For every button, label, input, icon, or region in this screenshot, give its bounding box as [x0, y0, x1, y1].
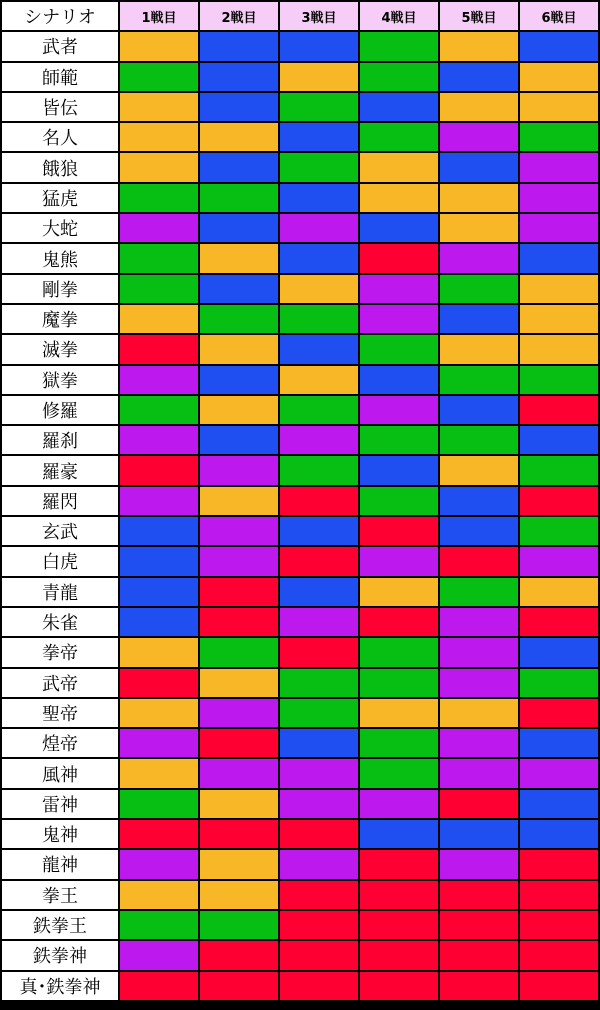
round-1-color-cell — [120, 820, 198, 848]
round-2-color-cell — [200, 699, 278, 727]
round-6-color-cell — [520, 214, 598, 242]
scenario-name: 真･鉄拳神 — [2, 972, 118, 1000]
round-4-color-cell — [360, 214, 438, 242]
round-1-color-cell — [120, 184, 198, 212]
round-4-color-cell — [360, 123, 438, 151]
header-round-2: 2戦目 — [200, 2, 278, 30]
round-2-color-cell — [200, 305, 278, 333]
round-2-color-cell — [200, 972, 278, 1000]
round-2-color-cell — [200, 790, 278, 818]
round-2-color-cell — [200, 759, 278, 787]
round-1-color-cell — [120, 638, 198, 666]
round-5-color-cell — [440, 244, 518, 272]
round-2-color-cell — [200, 93, 278, 121]
round-4-color-cell — [360, 153, 438, 181]
round-5-color-cell — [440, 275, 518, 303]
round-3-color-cell — [280, 487, 358, 515]
round-1-color-cell — [120, 669, 198, 697]
round-6-color-cell — [520, 305, 598, 333]
round-3-color-cell — [280, 790, 358, 818]
round-2-color-cell — [200, 184, 278, 212]
round-6-color-cell — [520, 669, 598, 697]
round-2-color-cell — [200, 123, 278, 151]
round-5-color-cell — [440, 669, 518, 697]
round-1-color-cell — [120, 153, 198, 181]
round-3-color-cell — [280, 123, 358, 151]
round-3-color-cell — [280, 93, 358, 121]
round-2-color-cell — [200, 426, 278, 454]
round-6-color-cell — [520, 184, 598, 212]
round-6-color-cell — [520, 850, 598, 878]
round-1-color-cell — [120, 123, 198, 151]
round-1-color-cell — [120, 699, 198, 727]
round-6-color-cell — [520, 578, 598, 606]
scenario-name: 鬼神 — [2, 820, 118, 848]
round-4-color-cell — [360, 820, 438, 848]
round-4-color-cell — [360, 456, 438, 484]
round-2-color-cell — [200, 335, 278, 363]
round-5-color-cell — [440, 608, 518, 636]
round-6-color-cell — [520, 153, 598, 181]
scenario-name: 大蛇 — [2, 214, 118, 242]
round-4-color-cell — [360, 699, 438, 727]
round-6-color-cell — [520, 426, 598, 454]
scenario-name: 滅拳 — [2, 335, 118, 363]
round-4-color-cell — [360, 517, 438, 545]
round-3-color-cell — [280, 244, 358, 272]
round-3-color-cell — [280, 638, 358, 666]
round-6-color-cell — [520, 790, 598, 818]
round-2-color-cell — [200, 487, 278, 515]
round-4-color-cell — [360, 881, 438, 909]
round-2-color-cell — [200, 547, 278, 575]
scenario-name: 聖帝 — [2, 699, 118, 727]
round-4-color-cell — [360, 184, 438, 212]
round-4-color-cell — [360, 850, 438, 878]
header-round-5: 5戦目 — [440, 2, 518, 30]
round-1-color-cell — [120, 214, 198, 242]
round-5-color-cell — [440, 335, 518, 363]
round-4-color-cell — [360, 487, 438, 515]
round-5-color-cell — [440, 456, 518, 484]
round-4-color-cell — [360, 638, 438, 666]
round-1-color-cell — [120, 305, 198, 333]
round-6-color-cell — [520, 123, 598, 151]
round-5-color-cell — [440, 578, 518, 606]
round-2-color-cell — [200, 941, 278, 969]
header-round-1: 1戦目 — [120, 2, 198, 30]
round-5-color-cell — [440, 941, 518, 969]
round-2-color-cell — [200, 32, 278, 60]
round-5-color-cell — [440, 123, 518, 151]
round-1-color-cell — [120, 729, 198, 757]
round-6-color-cell — [520, 638, 598, 666]
round-3-color-cell — [280, 366, 358, 394]
scenario-name: 魔拳 — [2, 305, 118, 333]
round-2-color-cell — [200, 911, 278, 939]
round-5-color-cell — [440, 699, 518, 727]
round-5-color-cell — [440, 93, 518, 121]
scenario-name: 煌帝 — [2, 729, 118, 757]
round-4-color-cell — [360, 729, 438, 757]
scenario-name: 羅豪 — [2, 456, 118, 484]
round-5-color-cell — [440, 487, 518, 515]
round-3-color-cell — [280, 578, 358, 606]
round-4-color-cell — [360, 608, 438, 636]
round-3-color-cell — [280, 972, 358, 1000]
header-scenario: シナリオ — [2, 2, 118, 30]
round-1-color-cell — [120, 972, 198, 1000]
scenario-name: 白虎 — [2, 547, 118, 575]
round-1-color-cell — [120, 941, 198, 969]
round-6-color-cell — [520, 63, 598, 91]
round-2-color-cell — [200, 244, 278, 272]
round-1-color-cell — [120, 850, 198, 878]
round-1-color-cell — [120, 547, 198, 575]
round-3-color-cell — [280, 850, 358, 878]
round-4-color-cell — [360, 244, 438, 272]
round-6-color-cell — [520, 93, 598, 121]
round-4-color-cell — [360, 759, 438, 787]
round-3-color-cell — [280, 214, 358, 242]
round-1-color-cell — [120, 578, 198, 606]
round-3-color-cell — [280, 517, 358, 545]
scenario-name: 師範 — [2, 63, 118, 91]
round-6-color-cell — [520, 820, 598, 848]
round-2-color-cell — [200, 850, 278, 878]
round-1-color-cell — [120, 275, 198, 303]
round-2-color-cell — [200, 517, 278, 545]
round-5-color-cell — [440, 153, 518, 181]
round-2-color-cell — [200, 669, 278, 697]
round-3-color-cell — [280, 820, 358, 848]
round-5-color-cell — [440, 759, 518, 787]
round-2-color-cell — [200, 820, 278, 848]
round-5-color-cell — [440, 32, 518, 60]
round-5-color-cell — [440, 184, 518, 212]
round-1-color-cell — [120, 487, 198, 515]
round-6-color-cell — [520, 32, 598, 60]
round-5-color-cell — [440, 729, 518, 757]
round-1-color-cell — [120, 63, 198, 91]
round-4-color-cell — [360, 63, 438, 91]
round-6-color-cell — [520, 244, 598, 272]
round-1-color-cell — [120, 517, 198, 545]
round-2-color-cell — [200, 396, 278, 424]
round-2-color-cell — [200, 153, 278, 181]
round-6-color-cell — [520, 275, 598, 303]
round-6-color-cell — [520, 941, 598, 969]
round-1-color-cell — [120, 881, 198, 909]
round-5-color-cell — [440, 547, 518, 575]
scenario-name: 朱雀 — [2, 608, 118, 636]
round-1-color-cell — [120, 244, 198, 272]
round-4-color-cell — [360, 790, 438, 818]
round-3-color-cell — [280, 669, 358, 697]
round-5-color-cell — [440, 638, 518, 666]
round-5-color-cell — [440, 911, 518, 939]
round-1-color-cell — [120, 790, 198, 818]
round-3-color-cell — [280, 911, 358, 939]
header-round-4: 4戦目 — [360, 2, 438, 30]
round-5-color-cell — [440, 850, 518, 878]
round-3-color-cell — [280, 63, 358, 91]
round-5-color-cell — [440, 63, 518, 91]
round-5-color-cell — [440, 881, 518, 909]
round-6-color-cell — [520, 759, 598, 787]
round-4-color-cell — [360, 305, 438, 333]
scenario-name: 龍神 — [2, 850, 118, 878]
round-3-color-cell — [280, 275, 358, 303]
round-4-color-cell — [360, 396, 438, 424]
round-2-color-cell — [200, 881, 278, 909]
round-3-color-cell — [280, 32, 358, 60]
round-3-color-cell — [280, 699, 358, 727]
round-3-color-cell — [280, 426, 358, 454]
round-1-color-cell — [120, 396, 198, 424]
scenario-name: 鉄拳神 — [2, 941, 118, 969]
round-4-color-cell — [360, 93, 438, 121]
round-2-color-cell — [200, 729, 278, 757]
scenario-name: 鉄拳王 — [2, 911, 118, 939]
header-round-3: 3戦目 — [280, 2, 358, 30]
round-5-color-cell — [440, 426, 518, 454]
scenario-name: 羅閃 — [2, 487, 118, 515]
round-2-color-cell — [200, 578, 278, 606]
round-4-color-cell — [360, 941, 438, 969]
round-2-color-cell — [200, 608, 278, 636]
round-4-color-cell — [360, 275, 438, 303]
round-4-color-cell — [360, 32, 438, 60]
round-5-color-cell — [440, 790, 518, 818]
scenario-name: 名人 — [2, 123, 118, 151]
round-2-color-cell — [200, 63, 278, 91]
round-6-color-cell — [520, 608, 598, 636]
round-4-color-cell — [360, 366, 438, 394]
scenario-name: 雷神 — [2, 790, 118, 818]
round-1-color-cell — [120, 608, 198, 636]
scenario-round-table — [2, 2, 598, 1000]
round-1-color-cell — [120, 911, 198, 939]
scenario-name: 青龍 — [2, 578, 118, 606]
round-5-color-cell — [440, 305, 518, 333]
round-6-color-cell — [520, 366, 598, 394]
scenario-name: 羅刹 — [2, 426, 118, 454]
scenario-name: 拳帝 — [2, 638, 118, 666]
round-6-color-cell — [520, 396, 598, 424]
header-round-6: 6戦目 — [520, 2, 598, 30]
scenario-name: 餓狼 — [2, 153, 118, 181]
round-2-color-cell — [200, 638, 278, 666]
round-3-color-cell — [280, 335, 358, 363]
scenario-name: 玄武 — [2, 517, 118, 545]
scenario-name: 拳王 — [2, 881, 118, 909]
round-6-color-cell — [520, 456, 598, 484]
round-6-color-cell — [520, 972, 598, 1000]
round-1-color-cell — [120, 32, 198, 60]
scenario-name: 皆伝 — [2, 93, 118, 121]
round-3-color-cell — [280, 547, 358, 575]
round-5-color-cell — [440, 972, 518, 1000]
round-4-color-cell — [360, 426, 438, 454]
round-1-color-cell — [120, 759, 198, 787]
round-6-color-cell — [520, 517, 598, 545]
round-5-color-cell — [440, 820, 518, 848]
scenario-name: 武者 — [2, 32, 118, 60]
round-5-color-cell — [440, 517, 518, 545]
round-3-color-cell — [280, 759, 358, 787]
round-3-color-cell — [280, 608, 358, 636]
round-3-color-cell — [280, 729, 358, 757]
round-5-color-cell — [440, 396, 518, 424]
scenario-name: 獄拳 — [2, 366, 118, 394]
round-3-color-cell — [280, 153, 358, 181]
scenario-name: 修羅 — [2, 396, 118, 424]
round-2-color-cell — [200, 214, 278, 242]
round-6-color-cell — [520, 487, 598, 515]
round-3-color-cell — [280, 941, 358, 969]
round-2-color-cell — [200, 456, 278, 484]
round-4-color-cell — [360, 547, 438, 575]
round-3-color-cell — [280, 396, 358, 424]
round-6-color-cell — [520, 547, 598, 575]
round-2-color-cell — [200, 275, 278, 303]
round-4-color-cell — [360, 669, 438, 697]
round-4-color-cell — [360, 972, 438, 1000]
round-6-color-cell — [520, 729, 598, 757]
round-3-color-cell — [280, 456, 358, 484]
round-3-color-cell — [280, 184, 358, 212]
round-4-color-cell — [360, 911, 438, 939]
round-3-color-cell — [280, 881, 358, 909]
scenario-name: 風神 — [2, 759, 118, 787]
scenario-name: 武帝 — [2, 669, 118, 697]
round-4-color-cell — [360, 578, 438, 606]
round-2-color-cell — [200, 366, 278, 394]
round-1-color-cell — [120, 456, 198, 484]
round-1-color-cell — [120, 335, 198, 363]
round-6-color-cell — [520, 881, 598, 909]
round-1-color-cell — [120, 366, 198, 394]
round-4-color-cell — [360, 335, 438, 363]
round-1-color-cell — [120, 426, 198, 454]
scenario-name: 猛虎 — [2, 184, 118, 212]
round-6-color-cell — [520, 911, 598, 939]
round-6-color-cell — [520, 699, 598, 727]
round-1-color-cell — [120, 93, 198, 121]
round-6-color-cell — [520, 335, 598, 363]
round-3-color-cell — [280, 305, 358, 333]
scenario-name: 鬼熊 — [2, 244, 118, 272]
round-5-color-cell — [440, 214, 518, 242]
round-5-color-cell — [440, 366, 518, 394]
scenario-name: 剛拳 — [2, 275, 118, 303]
